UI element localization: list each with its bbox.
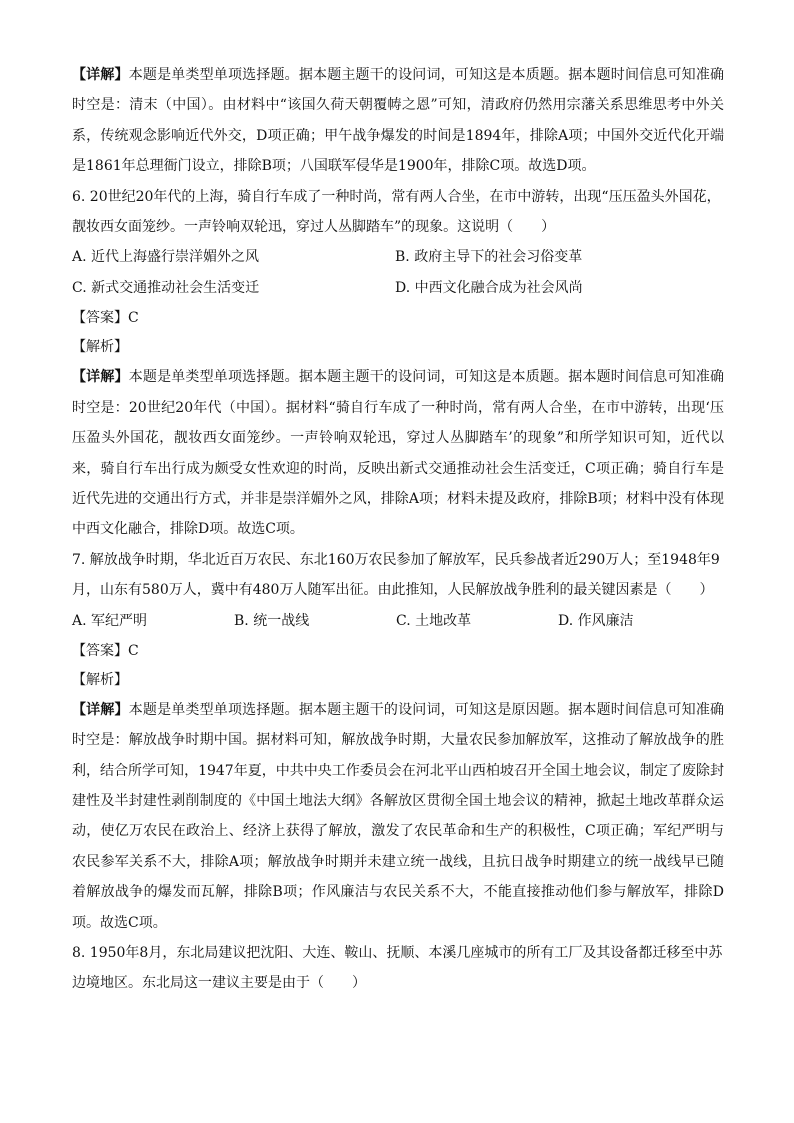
question-8-stem: 8. 1950年8月，东北局建议把沈阳、大连、鞍山、抚顺、本溪几座城市的所有工厂及其设备都迁移至中苏边境地区。东北局这一建议主要是由于（ ） bbox=[72, 944, 723, 992]
option-d: D. 作风廉洁 bbox=[558, 612, 634, 629]
detail-block-q5 bbox=[72, 60, 724, 182]
option-b: B. 政府主导下的社会习俗变革 bbox=[395, 249, 583, 266]
detail-text: 本题是单类型单项选择题。据本题主题干的设问词，可知这是本质题。据本题时间信息可知准确时空是：清末（中国）。由材料中“该国久荷天朝覆帱之恩”可知，清政府仍然用宗藩关系思维思考中外关系，传统观念影响近代外交，D项正确；甲午战争爆发的时间是1894年，排除A项；中国外交近代化开端是1861年总理衙门设立，排除B项；八国联军侵华是1900年，排除C项。故选D项。 bbox=[72, 67, 725, 175]
option-c: C. 新式交通推动社会生活变迁 bbox=[72, 280, 260, 297]
question-6-detail bbox=[72, 362, 724, 544]
detail-text: 本题是单类型单项选择题。据本题主题干的设问词，可知这是本质题。据本题时间信息可知准确时空是：20世纪20年代（中国）。据材料“骑自行车成了一种时尚，常有两人合坐，在市中游转，出现‘压压盈头外国花，靓妆西女面笼纱。一声铃响双轮迅，穿过人丛脚踏车’的现象”和所学知识可知，近代以来，骑自行车出行成为颇受女性欢迎的时尚，反映出新式交通推动社会生活变迁，C项正确；骑自行车是近代先进的交通出行方式，并非是崇洋媚外之风，排除A项；材料未提及政府，排除B项；材料中没有体现中西文化融合，排除D项。故选C项。 bbox=[72, 369, 725, 538]
option-b: B. 统一战线 bbox=[234, 612, 310, 629]
detail-text: 本题是单类型单项选择题。据本题主题干的设问词，可知这是原因题。据本题时间信息可知准确时空是：解放战争时期中国。据材料可知，解放战争时期，大量农民参加解放军，这推动了解放战争的胜利，结合所学可知，1947年夏，中共中央工作委员会在河北平山西柏坡召开全国土地会议，制定了废除封建性及半封建性剥削制度的《中国土地法大纲》各解放区贯彻全国土地会议的精神，掀起土地改革群众运动，使亿万农民在政治上、经济上获得了解放，激发了农民革命和生产的积极性，C项正确；军纪严明与农民参军关系不大，排除A项；解放战争时期并未建立统一战线，且抗日战争时期建立的统一战线早已随着解放战争的爆发而瓦解，排除B项；作风廉洁与农民关系不大，不能直接推动他们参与解放军，排除D项。故选C项。 bbox=[72, 701, 725, 931]
option-c: C. 土地改革 bbox=[396, 612, 472, 629]
option-a: A. 近代上海盛行崇洋媚外之风 bbox=[72, 249, 260, 266]
option-d: D. 中西文化融合成为社会风尚 bbox=[395, 280, 583, 297]
question-6-stem: 6. 20世纪20年代的上海，骑自行车成了一种时尚，常有两人合坐，在市中游转，出现“压压盈头外国花，靓妆西女面笼纱。一声铃响双轮迅，穿过人丛脚踏车”的现象。这说明（ ） bbox=[72, 188, 721, 236]
detail-tag: 【详解】 bbox=[72, 701, 129, 718]
question-6-analysis: 【解析】 bbox=[72, 339, 128, 356]
option-a: A. 军纪严明 bbox=[72, 612, 148, 629]
question-7-answer: 【答案】C bbox=[72, 642, 139, 659]
question-6-options bbox=[72, 242, 724, 304]
question-7-analysis: 【解析】 bbox=[72, 671, 128, 688]
document-page bbox=[72, 60, 724, 999]
question-6-answer: 【答案】C bbox=[72, 310, 139, 327]
question-7-options bbox=[72, 606, 724, 637]
question-7-detail bbox=[72, 695, 724, 938]
detail-tag: 【详解】 bbox=[72, 67, 129, 83]
detail-tag: 【详解】 bbox=[72, 369, 129, 386]
question-7-stem: 7. 解放战争时期，华北近百万农民、东北160万农民参加了解放军，民兵参战者近290万人；至1948年9月，山东有580万人，冀中有480万人随军出征。由此推知，人民解放战争胜利的最关键因素是（ ） bbox=[72, 551, 720, 599]
